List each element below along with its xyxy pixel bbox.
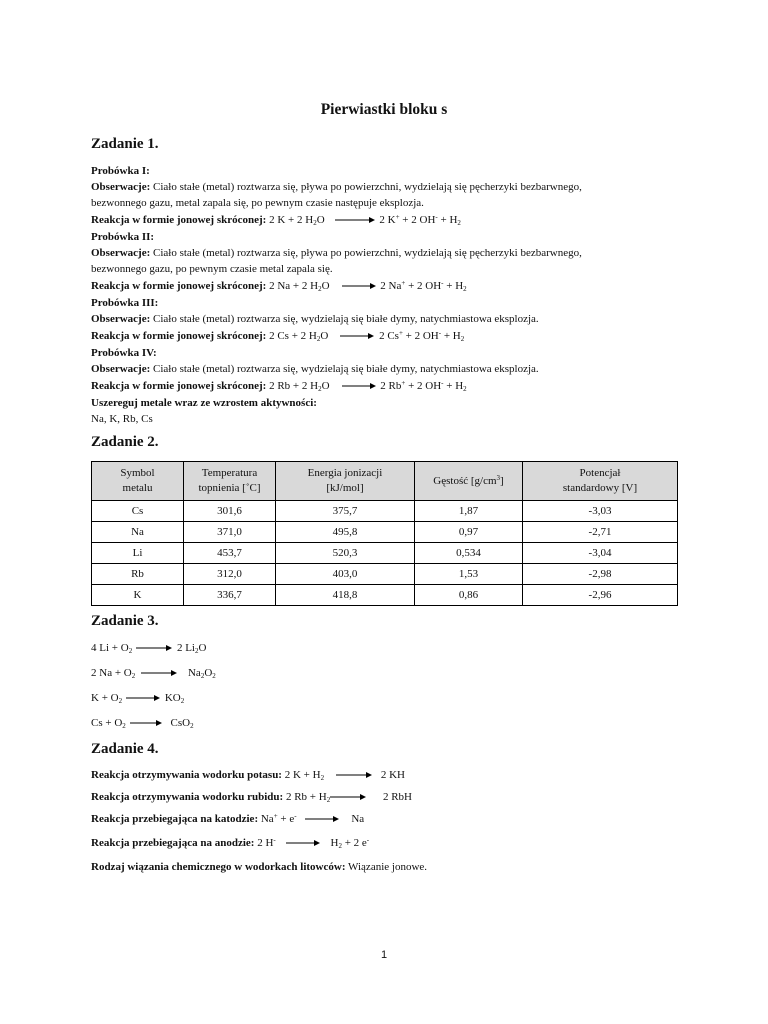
reaction-arrow-icon (305, 815, 339, 823)
table-cell: 1,87 (415, 501, 523, 522)
reaction-arrow-icon (340, 332, 374, 340)
table-cell: 336,7 (184, 585, 276, 606)
metals-properties-table (91, 461, 678, 606)
table-cell: -3,03 (523, 501, 678, 522)
reaction-arrow-icon (335, 216, 375, 224)
reaction-arrow-icon (342, 282, 376, 290)
table-row (92, 522, 678, 543)
tube2-observation: Obserwacje: Ciało stałe (metal) roztwarza się, pływa po powierzchni, wydzielają się pęcherzyki bezbarwnego, (91, 247, 582, 259)
page-number: 1 (380, 949, 388, 961)
oxide-reaction-na: 2 $Na + O_2$ $Na_2O_2$ (91, 667, 216, 680)
table-cell: Li (92, 543, 184, 564)
table-cell: 0,97 (415, 522, 523, 543)
table-row (92, 564, 678, 585)
table-cell: 1,53 (415, 564, 523, 585)
table-row (92, 543, 678, 564)
table-cell: 0,534 (415, 543, 523, 564)
table-cell: K (92, 585, 184, 606)
oxide-reaction-k: $K + O_2$ $KO_2$ (91, 692, 185, 705)
table-cell: 403,0 (276, 564, 415, 585)
task2-heading: Zadanie 2. (91, 434, 159, 450)
table-cell: 371,0 (184, 522, 276, 543)
tube1-label: Probówka I: (91, 165, 150, 177)
table-cell: -3,04 (523, 543, 678, 564)
tube4-reaction: Reakcja w formie jonowej skróconej: 2 Rb + 2 $H_2O$ 2 Rb+ + 2 $OH^- + H_2$ (91, 379, 467, 393)
task3-heading: Zadanie 3. (91, 613, 159, 629)
activity-order-value: Na, K, Rb, Cs (91, 413, 153, 425)
table-cell: 312,0 (184, 564, 276, 585)
tube1-observation-cont: bezwonnego gazu, metal zapala się, po pewnym czasie następuje eksplozja. (91, 197, 424, 209)
reaction-arrow-icon (330, 793, 366, 801)
oxide-reaction-cs: $Cs + O_2$ CsO$_2$ (91, 717, 194, 730)
table-cell: -2,96 (523, 585, 678, 606)
table-cell: 301,6 (184, 501, 276, 522)
tube3-observation: Obserwacje: Ciało stałe (metal) roztwarza się, wydzielają się białe dymy, natychmiastowa eksplozja. (91, 313, 539, 325)
page-title: Pierwiastki bloku s (320, 101, 448, 118)
anode-reaction: Reakcja przebiegająca na anodzie: 2 H- $H_2 + 2$ e- (91, 836, 370, 850)
reaction-arrow-icon (130, 719, 162, 727)
tube2-observation-cont: bezwonnego gazu, po pewnym czasie metal zapala się. (91, 263, 333, 275)
table-cell: -2,71 (523, 522, 678, 543)
tube4-observation: Obserwacje: Ciało stałe (metal) roztwarza się, wydzielają się białe dymy, natychmiastowa eksplozja. (91, 363, 539, 375)
tube2-reaction: Reakcja w formie jonowej skróconej: 2 Na + 2 $H_2O$ 2 Na+ + 2 $OH^- + H_2$ (91, 279, 467, 293)
table-cell: Na (92, 522, 184, 543)
reaction-arrow-icon (342, 382, 376, 390)
table-cell: Rb (92, 564, 184, 585)
oxide-reaction-li: 4 $Li + O_2$ 2 $Li_2O$ (91, 642, 207, 655)
tube3-label: Probówka III: (91, 297, 159, 309)
header-melting-point: Temperatura topnienia [˚C] (184, 462, 276, 501)
task1-heading: Zadanie 1. (91, 136, 159, 152)
tube1-observation: Obserwacje: Ciało stałe (metal) roztwarza się, pływa po powierzchni, wydzielają się pęcherzyki bezbarwnego, (91, 181, 582, 193)
table-row (92, 501, 678, 522)
reaction-arrow-icon (136, 644, 172, 652)
bond-type-line: Rodzaj wiązania chemicznego w wodorkach litowców: Wiązanie jonowe. (91, 861, 428, 873)
task4-heading: Zadanie 4. (91, 741, 159, 757)
reaction-arrow-icon (126, 694, 160, 702)
reaction-arrow-icon (286, 839, 320, 847)
activity-order-label: Uszereguj metale wraz ze wzrostem aktywności: (91, 397, 317, 409)
header-standard-potential: Potencjał standardowy [V] (523, 462, 678, 501)
hydride-k-reaction: Reakcja otrzymywania wodorku potasu: 2 $K + H_2$ 2 KH (91, 769, 405, 782)
table-cell: 520,3 (276, 543, 415, 564)
table-row (92, 585, 678, 606)
table-cell: -2,98 (523, 564, 678, 585)
table-cell: 375,7 (276, 501, 415, 522)
tube2-label: Probówka II: (91, 231, 155, 243)
tube1-reaction: Reakcja w formie jonowej skróconej: 2 K + 2 $H_2O$ 2 K+ + 2 $OH^- + H_2$ (91, 213, 461, 227)
table-header-row (92, 462, 678, 501)
reaction-arrow-icon (141, 669, 177, 677)
table-cell: 418,8 (276, 585, 415, 606)
table-cell: 0,86 (415, 585, 523, 606)
header-density: Gęstość $[g/cm^3]$ (415, 462, 523, 501)
table-cell: 453,7 (184, 543, 276, 564)
reaction-arrow-icon (336, 771, 372, 779)
tube4-label: Probówka IV: (91, 347, 157, 359)
header-symbol: Symbol metalu (92, 462, 184, 501)
table-cell: Cs (92, 501, 184, 522)
header-ionization-energy: Energia jonizacji [kJ/mol] (276, 462, 415, 501)
table-cell: 495,8 (276, 522, 415, 543)
hydride-rb-reaction: Reakcja otrzymywania wodorku rubidu: 2 $Rb + H_2$ 2 RbH (91, 791, 412, 804)
cathode-reaction: Reakcja przebiegająca na katodzie: Na+ + e- Na (91, 812, 365, 825)
tube3-reaction: Reakcja w formie jonowej skróconej: 2 Cs + 2 $H_2O$ 2 Cs+ + 2 $OH^- + H_2$ (91, 329, 465, 343)
